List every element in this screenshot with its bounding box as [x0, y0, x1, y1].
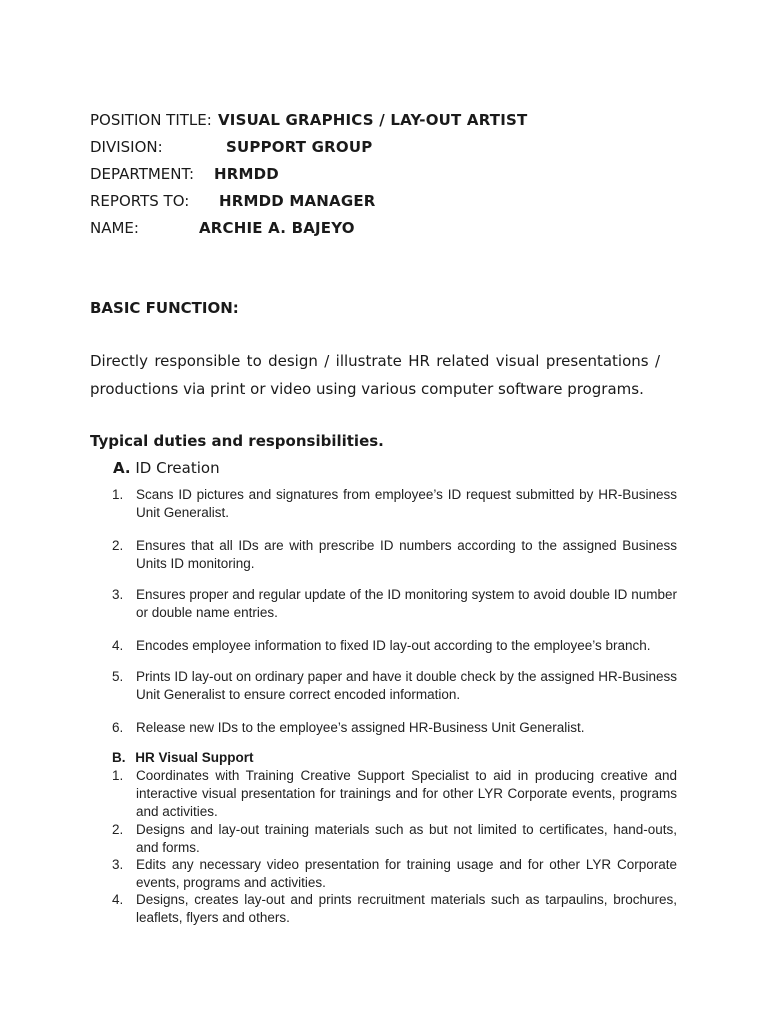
list-item	[112, 891, 677, 927]
item-number: 3.	[112, 587, 124, 602]
duties-heading: Typical duties and responsibilities.	[90, 432, 384, 450]
list-item	[112, 586, 677, 622]
field-value: HRMDD MANAGER	[219, 192, 376, 210]
item-number: 2.	[112, 538, 124, 553]
field-label: DEPARTMENT:	[90, 165, 195, 183]
list-item	[112, 821, 677, 857]
basic-function-text: Directly responsible to design / illustrate HR related visual presentations / productions via print or video using various computer software programs.	[90, 352, 660, 398]
field-label: REPORTS TO:	[90, 192, 190, 210]
item-text: Designs, creates lay-out and prints recruitment materials such as tarpaulins, brochures, leaflets, flyers and others.	[136, 892, 677, 925]
item-text: Edits any necessary video presentation for training usage and for other LYR Corporate events, programs and activities.	[136, 857, 677, 890]
list-item	[112, 719, 677, 737]
field-value: SUPPORT GROUP	[226, 138, 373, 156]
item-text: Ensures that all IDs are with prescribe ID numbers according to the assigned Business Units ID monitoring.	[136, 538, 677, 571]
item-text: Ensures proper and regular update of the ID monitoring system to avoid double ID number or double name entries.	[136, 587, 677, 620]
item-number: 1.	[112, 487, 124, 502]
field-value: ARCHIE A. BAJEYO	[199, 219, 355, 237]
section-a-title	[113, 459, 220, 477]
list-item	[112, 637, 677, 655]
field-value: HRMDD	[214, 165, 279, 183]
item-number: 1.	[112, 768, 124, 783]
list-item	[112, 537, 677, 573]
item-text: Release new IDs to the employee’s assigned HR-Business Unit Generalist.	[136, 720, 585, 735]
list-item	[112, 486, 677, 522]
item-number: 4.	[112, 638, 124, 653]
section-letter: B.	[112, 750, 126, 765]
field-label: POSITION TITLE:	[90, 111, 212, 129]
basic-function-heading: BASIC FUNCTION:	[90, 299, 239, 317]
section-letter: A.	[113, 459, 131, 477]
section-title-text: HR Visual Support	[135, 750, 254, 765]
item-text: Designs and lay-out training materials such as but not limited to certificates, hand-outs, and forms.	[136, 822, 677, 855]
item-text: Encodes employee information to fixed ID lay-out according to the employee’s branch.	[136, 638, 651, 653]
list-item	[112, 767, 677, 821]
item-text: Prints ID lay-out on ordinary paper and have it double check by the assigned HR-Business Unit Generalist to ensure correct encoded information.	[136, 669, 677, 702]
item-number: 4.	[112, 892, 124, 907]
field-label: DIVISION:	[90, 138, 163, 156]
item-text: Scans ID pictures and signatures from employee’s ID request submitted by HR-Business Unit Generalist.	[136, 487, 677, 520]
field-value: VISUAL GRAPHICS / LAY-OUT ARTIST	[218, 111, 528, 129]
item-text: Coordinates with Training Creative Support Specialist to aid in producing creative and interactive visual presentation for trainings and for other LYR Corporate events, programs and activities.	[136, 768, 677, 819]
list-item	[112, 856, 677, 892]
item-number: 6.	[112, 720, 124, 735]
field-label: NAME:	[90, 219, 139, 237]
item-number: 2.	[112, 822, 124, 837]
list-item	[112, 668, 677, 704]
item-number: 3.	[112, 857, 124, 872]
section-b-title	[112, 750, 254, 765]
section-title-text: ID Creation	[135, 459, 220, 477]
item-number: 5.	[112, 669, 124, 684]
